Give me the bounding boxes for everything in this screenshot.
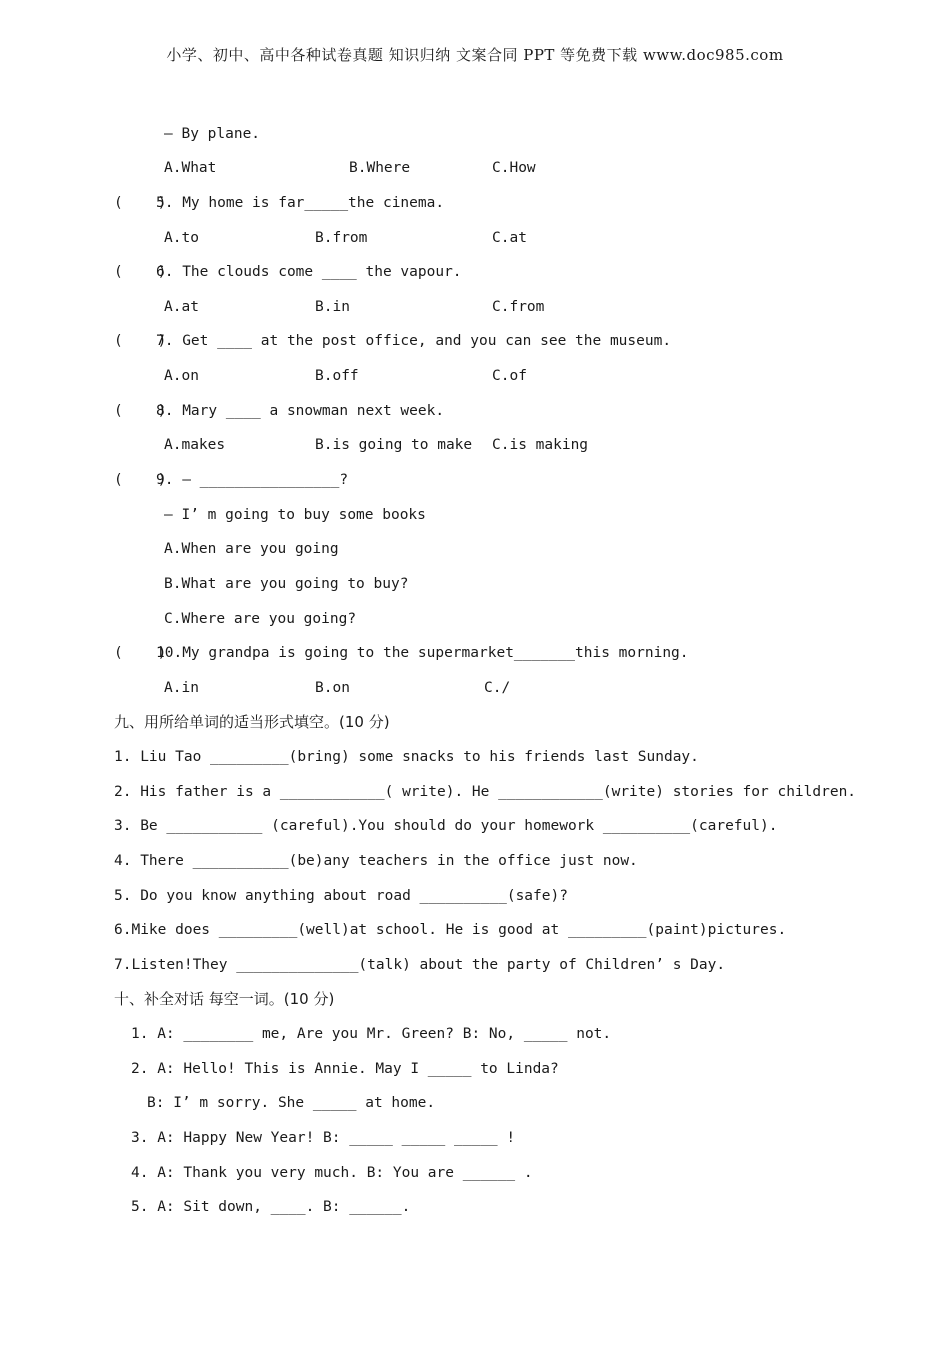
section10-title: 十、补全对话 每空一词。(10 分) bbox=[114, 990, 335, 1008]
section10-item: 3. A: Happy New Year! B: _____ _____ _____ ! bbox=[131, 1130, 516, 1146]
q4-option-c: C.How bbox=[492, 160, 536, 176]
q10-option-c: C./ bbox=[484, 680, 511, 696]
section9-item: 2. His father is a ____________( write). He ____________(write) stories for children. bbox=[114, 784, 857, 800]
q9-answer-blank: ( ) bbox=[114, 472, 167, 488]
section9-item: 6.Mike does _________(well)at school. He is good at _________(paint)pictures. bbox=[114, 922, 787, 938]
q4-option-a: A.What bbox=[164, 160, 217, 176]
q7-option-b: B.off bbox=[315, 368, 359, 384]
q8-option-c: C.is making bbox=[492, 437, 589, 453]
q10-option-a: A.in bbox=[164, 680, 199, 696]
q10-question: 10.My grandpa is going to the supermarket_______this morning. bbox=[156, 645, 689, 661]
q6-question: 6. The clouds come ____ the vapour. bbox=[156, 264, 462, 280]
q6-answer-blank: ( ) bbox=[114, 264, 167, 280]
section9-item: 7.Listen!They ______________(talk) about the party of Children’ s Day. bbox=[114, 957, 726, 973]
q9-question: 9. — ________________? bbox=[156, 472, 349, 488]
q4-option-b: B.Where bbox=[349, 160, 411, 176]
q10-answer-blank: ( ) bbox=[114, 645, 167, 661]
q8-answer-blank: ( ) bbox=[114, 403, 167, 419]
section10-item: B: I’ m sorry. She _____ at home. bbox=[147, 1095, 436, 1111]
q9-option-a: A.When are you going bbox=[164, 541, 339, 557]
q7-option-a: A.on bbox=[164, 368, 199, 384]
q7-question: 7. Get ____ at the post office, and you can see the museum. bbox=[156, 333, 672, 349]
section9-item: 3. Be ___________ (careful).You should do your homework __________(careful). bbox=[114, 818, 778, 834]
section9-item: 5. Do you know anything about road __________(safe)? bbox=[114, 888, 568, 904]
page-header-banner: 小学、初中、高中各种试卷真题 知识归纳 文案合同 PPT 等免费下载 www.doc985.com bbox=[166, 46, 784, 64]
section10-item: 1. A: ________ me, Are you Mr. Green? B: No, _____ not. bbox=[131, 1026, 612, 1042]
q10-option-b: B.on bbox=[315, 680, 350, 696]
q7-answer-blank: ( ) bbox=[114, 333, 167, 349]
q8-option-b: B.is going to make bbox=[315, 437, 473, 453]
q6-option-b: B.in bbox=[315, 299, 350, 315]
q8-question: 8. Mary ____ a snowman next week. bbox=[156, 403, 445, 419]
section10-item: 2. A: Hello! This is Annie. May I _____ to Linda? bbox=[131, 1061, 559, 1077]
q7-option-c: C.of bbox=[492, 368, 527, 384]
q9-option-b: B.What are you going to buy? bbox=[164, 576, 409, 592]
q9-answer-line: — I’ m going to buy some books bbox=[164, 507, 426, 523]
q5-option-c: C.at bbox=[492, 230, 527, 246]
q5-question: 5. My home is far_____the cinema. bbox=[156, 195, 445, 211]
q9-option-c: C.Where are you going? bbox=[164, 611, 357, 627]
section10-item: 5. A: Sit down, ____. B: ______. bbox=[131, 1199, 411, 1215]
section9-item: 1. Liu Tao _________(bring) some snacks to his friends last Sunday. bbox=[114, 749, 699, 765]
q8-option-a: A.makes bbox=[164, 437, 226, 453]
q5-answer-blank: ( ) bbox=[114, 195, 167, 211]
q6-option-c: C.from bbox=[492, 299, 545, 315]
q4-answer-line: — By plane. bbox=[164, 126, 261, 142]
q6-option-a: A.at bbox=[164, 299, 199, 315]
q5-option-b: B.from bbox=[315, 230, 368, 246]
section9-title: 九、用所给单词的适当形式填空。(10 分) bbox=[114, 713, 390, 731]
section9-item: 4. There ___________(be)any teachers in the office just now. bbox=[114, 853, 638, 869]
section10-item: 4. A: Thank you very much. B: You are ______ . bbox=[131, 1165, 533, 1181]
q5-option-a: A.to bbox=[164, 230, 199, 246]
